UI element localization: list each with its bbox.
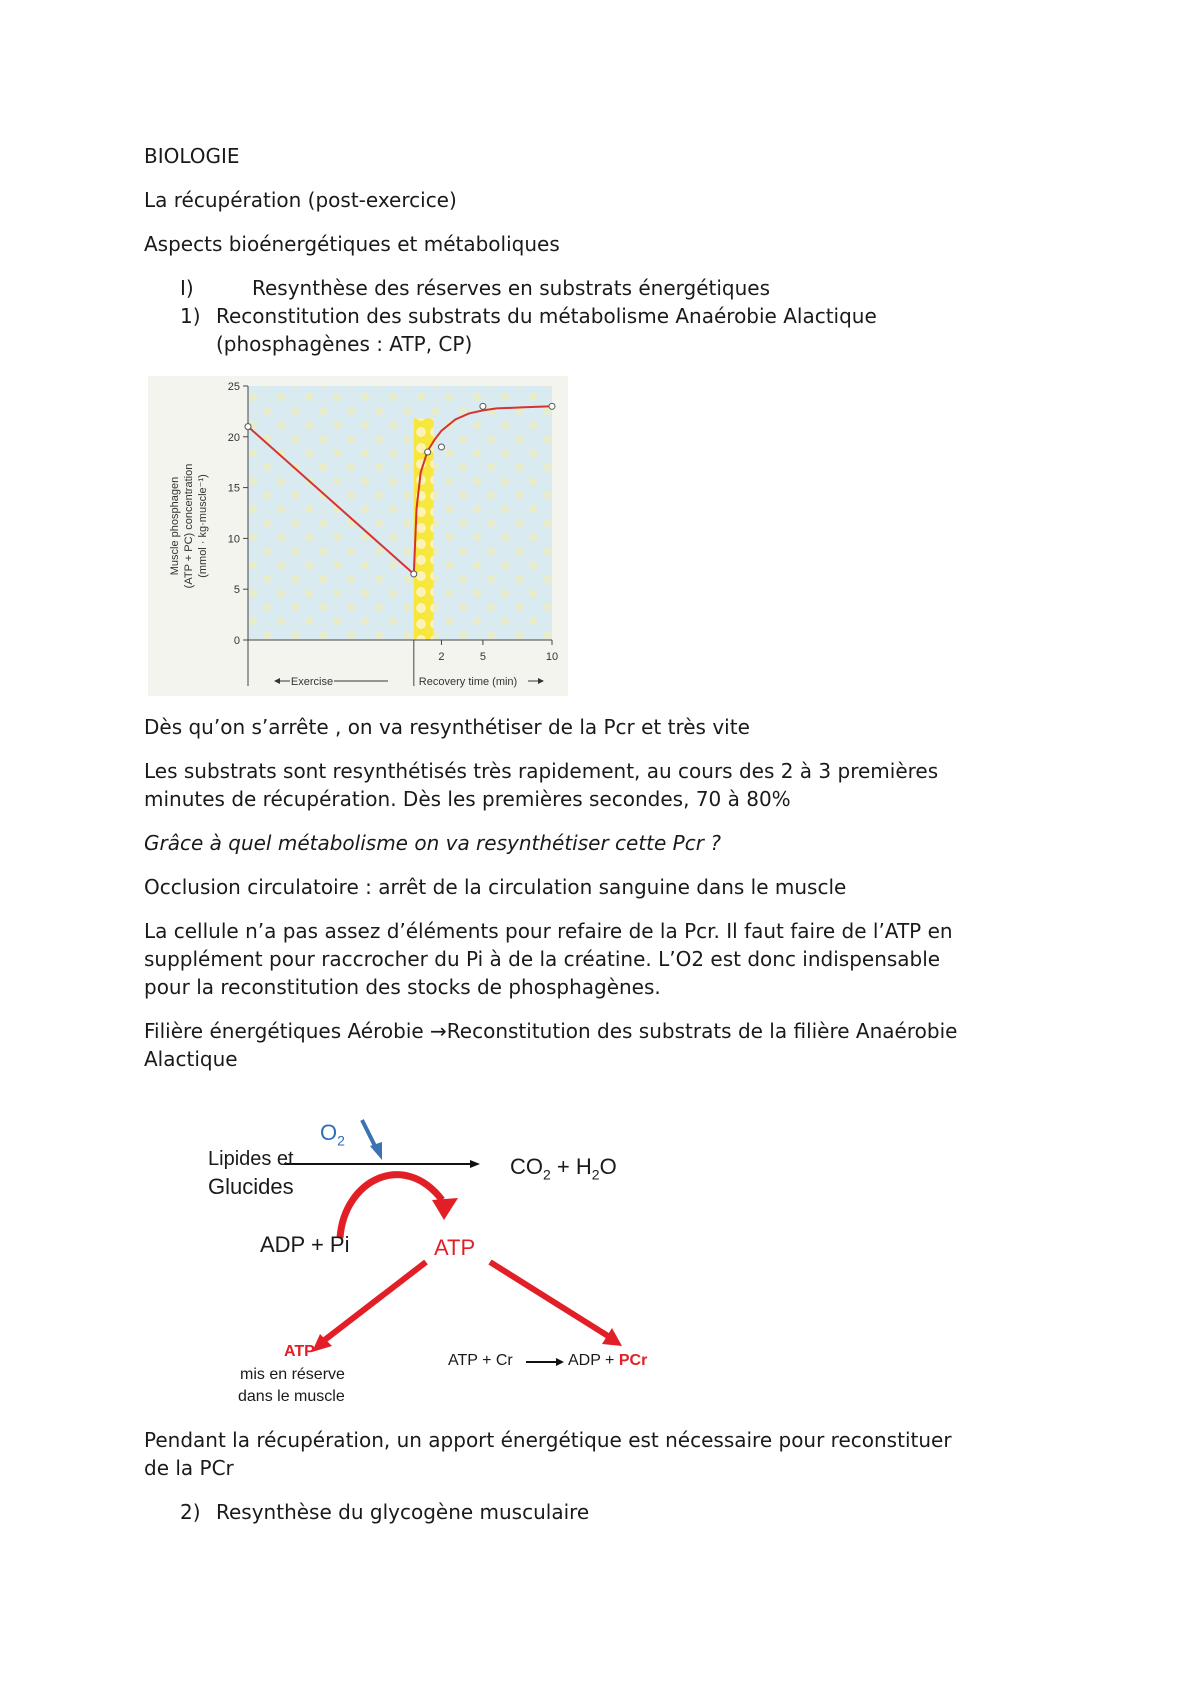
x-tick-label: 10 (545, 651, 559, 663)
paragraph-4: Occlusion circulatoire : arrêt de la circulation sanguine dans le muscle (144, 875, 847, 899)
adp-pi-label: ADP + Pi (260, 1232, 350, 1257)
paragraph-7-line2: de la PCr (144, 1456, 234, 1480)
glucides-label: Glucides (208, 1174, 294, 1199)
list-item-1-line1: Reconstitution des substrats du métabolisme Anaérobie Alactique (216, 304, 877, 328)
list-item-1-line2: (phosphagènes : ATP, CP) (216, 332, 473, 356)
y-tick-label: 5 (233, 584, 240, 597)
paragraph-5-line2: supplément pour raccrocher du Pi à de la créatine. L’O2 est donc indispensable (144, 947, 941, 971)
eq-arrowhead (556, 1358, 564, 1366)
equation-right: ADP + PCr (568, 1352, 648, 1369)
section-heading: Aspects bioénergétiques et métaboliques (144, 232, 560, 256)
phosphagen-chart (148, 376, 568, 696)
dans-le-muscle-label: dans le muscle (238, 1388, 345, 1405)
y-axis-label-3: (mmol · kg·muscle⁻¹) (197, 474, 209, 578)
paragraph-6-line2: Alactique (144, 1047, 238, 1071)
atp-reserve-arrow (322, 1262, 426, 1342)
phosphagen-chart-figure (148, 376, 568, 696)
lipides-label: Lipides et (208, 1148, 294, 1170)
data-point (438, 444, 444, 450)
list-item-roman: Resynthèse des réserves en substrats énergétiques (252, 276, 771, 300)
y-tick-label: 0 (233, 635, 240, 647)
paragraph-2-line2: minutes de récupération. Dès les premières secondes, 70 à 80% (144, 787, 791, 811)
paragraph-5-line1: La cellule n’a pas assez d’éléments pour refaire de la Pcr. Il faut faire de l’ATP en (144, 919, 953, 943)
reaction-arrowhead (470, 1160, 480, 1168)
equation-left: ATP + Cr (448, 1352, 513, 1369)
y-tick-label: 25 (227, 381, 240, 393)
plot-texture (248, 386, 552, 640)
data-point (245, 424, 251, 430)
y-tick-label: 10 (227, 533, 240, 546)
document-title: BIOLOGIE (144, 144, 240, 168)
list-item-2: Resynthèse du glycogène musculaire (216, 1500, 590, 1524)
y-tick-label: 20 (227, 431, 240, 444)
paragraph-2-line1: Les substrats sont resynthétisés très rapidement, au cours des 2 à 3 premières (144, 759, 939, 783)
y-axis-label-2: (ATP + PC) concentration (183, 463, 195, 589)
list-number-2: 2) (180, 1500, 201, 1524)
pcr-arrow (490, 1262, 608, 1336)
atp-reserve-label: ATP (284, 1343, 315, 1360)
x-tick-label: 5 (479, 651, 486, 663)
paragraph-7-line1: Pendant la récupération, un apport énergétique est nécessaire pour reconstituer (144, 1428, 952, 1452)
data-point (411, 571, 417, 577)
y-tick-label: 15 (227, 482, 240, 495)
paragraph-6-line1: Filière énergétiques Aérobie →Reconstitution des substrats de la filière Anaérobie (144, 1019, 958, 1043)
question-paragraph: Grâce à quel métabolisme on va resynthétiser cette Pcr ? (144, 831, 721, 855)
atp-curved-arrowhead (432, 1198, 458, 1220)
atp-curved-arrow (340, 1175, 442, 1238)
list-number-1: 1) (180, 304, 201, 328)
recovery-arrowhead (538, 678, 544, 684)
subtitle: La récupération (post-exercice) (144, 188, 457, 212)
data-point (549, 403, 555, 409)
paragraph-1: Dès qu’on s’arrête , on va resynthétiser de la Pcr et très vite (144, 715, 750, 739)
x-tick-label: 2 (438, 651, 445, 663)
products-label: $CO_2 + H_2O$ (510, 1154, 617, 1183)
x-label-recovery: Recovery time (min) (418, 676, 518, 688)
atp-label: ATP (434, 1235, 476, 1260)
x-label-exercise: Exercise (290, 676, 334, 688)
data-point (480, 403, 486, 409)
exercise-arrowhead (274, 678, 280, 684)
o2-arrow-shaft (362, 1120, 376, 1148)
paragraph-5-line3: pour la reconstitution des stocks de phosphagènes. (144, 975, 661, 999)
data-point (425, 449, 431, 455)
y-axis-label-1: Muscle phosphagen (169, 476, 181, 576)
o2-arrowhead (370, 1142, 382, 1160)
mis-en-reserve-label: mis en réserve (240, 1366, 345, 1383)
aerobic-diagram (144, 1090, 704, 1410)
o2-label: $O_2$ (320, 1120, 345, 1149)
list-number-roman: I) (180, 276, 194, 300)
pcr-label: PCr (618, 1352, 648, 1369)
